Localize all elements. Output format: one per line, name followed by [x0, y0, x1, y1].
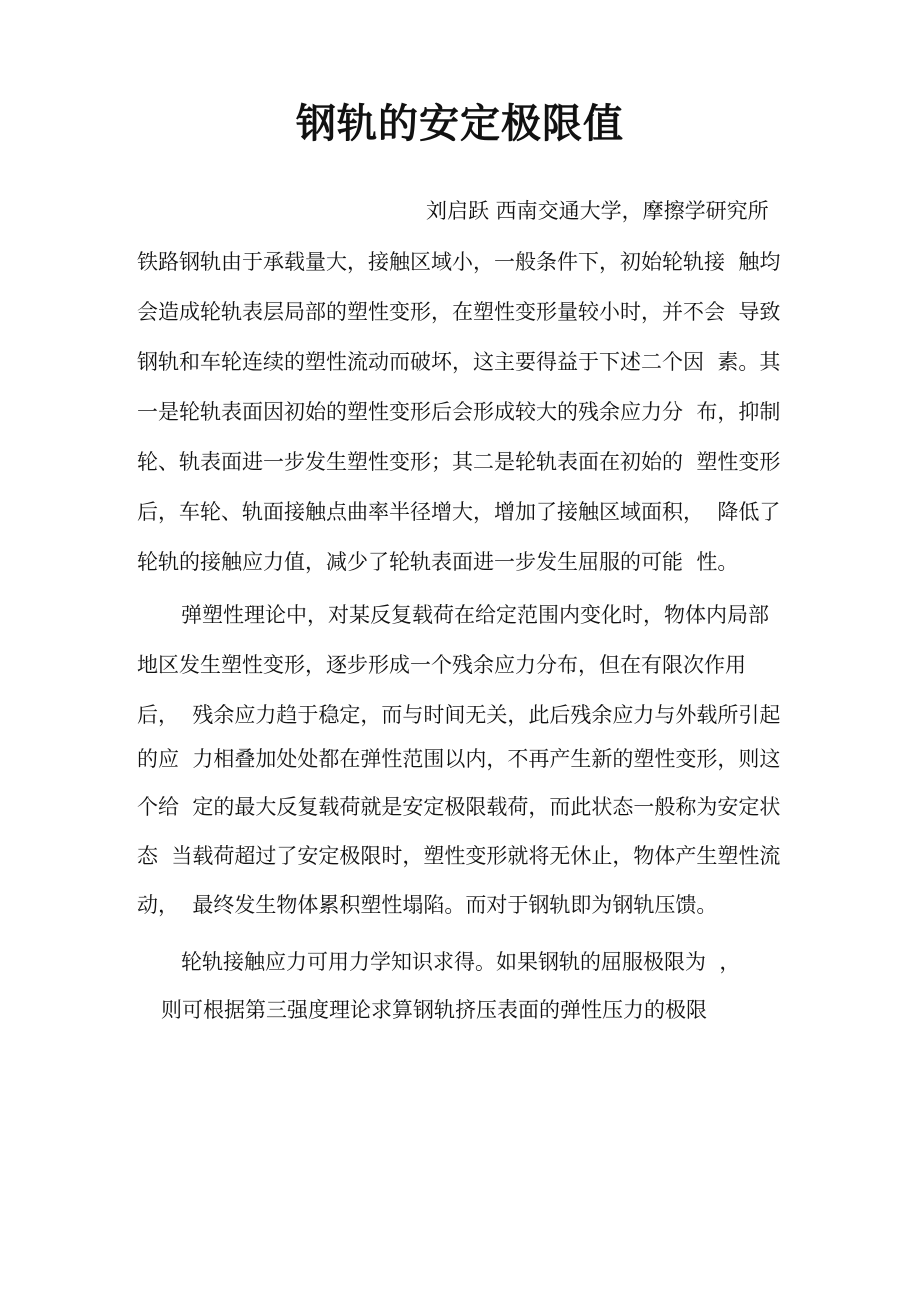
paragraph-1-line-5: 轮、轨表面进一步发生塑性变形；其二是轮轨表面在初始的 塑性变形	[137, 450, 781, 474]
author-affiliation: 刘启跃 西南交通大学，摩擦学研究所	[426, 199, 769, 223]
paragraph-2-line-5: 个给 定的最大反复载荷就是安定极限载荷，而此状态一般称为安定状	[137, 795, 781, 819]
paragraph-3-line-1: 轮轨接触应力可用力学知识求得。如果钢轨的屈服极限为 ，	[181, 950, 741, 974]
paragraph-2-line-4: 的应 力相叠加处处都在弹性范围以内，不再产生新的塑性变形，则这	[137, 747, 781, 771]
paragraph-1-line-7: 轮轨的接触应力值，减少了轮轨表面进一步发生屈服的可能 性。	[137, 550, 739, 574]
document-title: 钢轨的安定极限值	[296, 101, 624, 147]
paragraph-1-line-6: 后，车轮、轨面接触点曲率半径增大，增加了接触区域面积， 降低了	[137, 500, 781, 524]
paragraph-2-line-1: 弹塑性理论中，对某反复载荷在给定范围内变化时，物体内局部	[181, 603, 769, 627]
paragraph-1-line-2: 会造成轮轨表层局部的塑性变形，在塑性变形量较小时，并不会 导致	[137, 300, 781, 324]
paragraph-2-line-2: 地区发生塑性变形，逐步形成一个残余应力分布，但在有限次作用	[137, 653, 746, 677]
paragraph-2-line-6: 态 当载荷超过了安定极限时，塑性变形就将无休止，物体产生塑性流	[137, 844, 781, 868]
paragraph-1-line-3: 钢轨和车轮连续的塑性流动而破坏，这主要得益于下述二个因 素。其	[137, 350, 781, 374]
paragraph-2-line-7: 动， 最终发生物体累积塑性塌陷。而对于钢轨即为钢轨压馈。	[137, 893, 718, 917]
paragraph-1-line-1: 铁路钢轨由于承载量大，接触区域小，一般条件下，初始轮轨接 触均	[137, 250, 781, 274]
paragraph-2-line-3: 后， 残余应力趋于稳定，而与时间无关，此后残余应力与外载所引起	[137, 703, 781, 727]
paragraph-3-line-2: 则可根据第三强度理论求算钢轨挤压表面的弹性压力的极限	[161, 998, 707, 1022]
paragraph-1-line-4: 一是轮轨表面因初始的塑性变形后会形成较大的残余应力分 布，抑制	[137, 400, 781, 424]
